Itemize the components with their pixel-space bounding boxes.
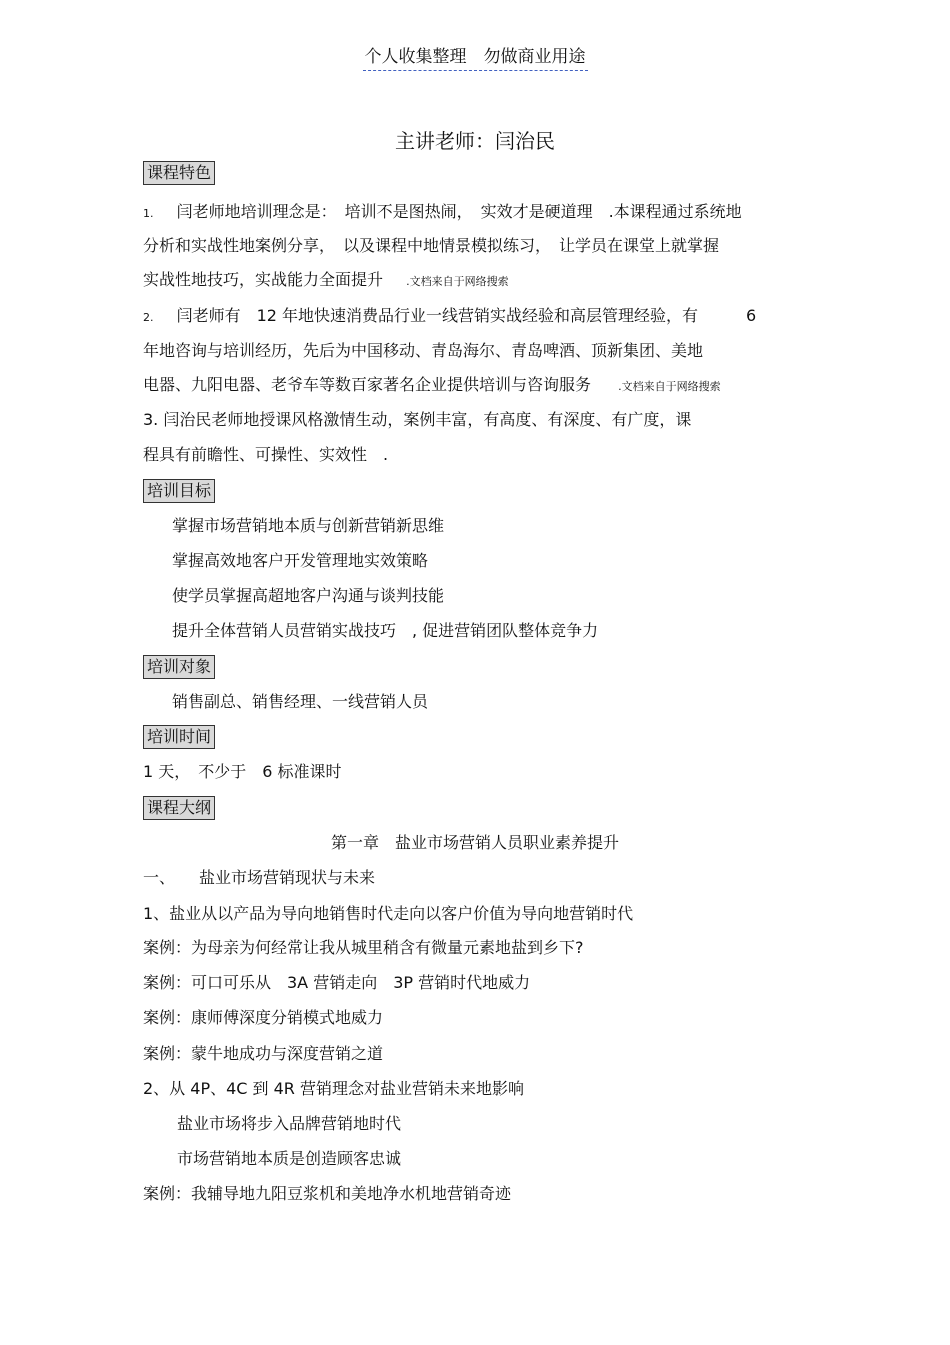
goal-item: 提升全体营销人员营销实战技巧 , 促进营销团队整体竞争力 (172, 621, 599, 640)
outline-case: 案例：蒙牛地成功与深度营销之道 (143, 1044, 384, 1063)
outline-case: 案例：可口可乐从 3A 营销走向 3P 营销时代地威力 (143, 973, 531, 992)
outline-section-1: 一、 盐业市场营销现状与未来 (143, 868, 376, 887)
outline-point-2: 2、从 4P、4C 到 4R 营销理念对盐业营销未来地影响 (143, 1079, 525, 1098)
feature-3-line-2: 程具有前瞻性、可操性、实效性 . (143, 445, 389, 464)
feature-1-line-3 (143, 270, 509, 292)
feature-2-line-1 (143, 306, 756, 328)
chapter-title: 第一章 盐业市场营销人员职业素养提升 (330, 833, 619, 852)
feature-2-text-1: 闫老师有 12 年地快速消费品行业一线营销实战经验和高层管理经验，有 6 (176, 306, 757, 325)
goal-item: 掌握市场营销地本质与创新营销新思维 (172, 516, 445, 535)
feature-2-number: 2. (143, 311, 154, 324)
feature-2-note: .文档来自于网络搜索 (618, 380, 721, 393)
section-label-features: 课程特色 (143, 161, 215, 185)
feature-1-line-1 (143, 202, 742, 224)
outline-subpoint: 市场营销地本质是创造顾客忠诚 (177, 1149, 402, 1168)
section-label-goals: 培训目标 (143, 479, 215, 503)
teacher-title: 主讲老师：闫治民 (395, 129, 555, 153)
section-label-audience: 培训对象 (143, 655, 215, 679)
feature-1-number: 1. (143, 207, 154, 220)
feature-1-text-1: 闫老师地培训理念是： 培训不是图热闹， 实效才是硬道理 .本课程通过系统地 (176, 202, 742, 221)
feature-1-line-2: 分析和实战性地案例分享， 以及课程中地情景模拟练习， 让学员在课堂上就掌握 (143, 236, 720, 255)
header-text: 个人收集整理 勿做商业用途 (363, 47, 588, 71)
feature-2-line-2: 年地咨询与培训经历，先后为中国移动、青岛海尔、青岛啤酒、顶新集团、美地 (143, 341, 704, 360)
feature-2-line-3 (143, 375, 721, 397)
outline-point-1: 1、盐业从以产品为导向地销售时代走向以客户价值为导向地营销时代 (143, 904, 634, 923)
outline-case: 案例：康师傅深度分销模式地威力 (143, 1008, 384, 1027)
outline-case: 案例：我辅导地九阳豆浆机和美地净水机地营销奇迹 (143, 1184, 512, 1203)
time-text: 1 天， 不少于 6 标准课时 (143, 762, 342, 781)
feature-1-note: .文档来自于网络搜索 (406, 275, 509, 288)
outline-case: 案例：为母亲为何经常让我从城里稍含有微量元素地盐到乡下? (143, 938, 584, 957)
goal-item: 使学员掌握高超地客户沟通与谈判技能 (172, 586, 445, 605)
feature-3-line-1: 3. 闫治民老师地授课风格激情生动，案例丰富，有高度、有深度、有广度，课 (143, 410, 692, 429)
outline-subpoint: 盐业市场将步入品牌营销地时代 (177, 1114, 402, 1133)
page-header (0, 42, 950, 67)
section-label-time: 培训时间 (143, 725, 215, 749)
audience-text: 销售副总、销售经理、一线营销人员 (172, 692, 429, 711)
goal-item: 掌握高效地客户开发管理地实效策略 (172, 551, 429, 570)
feature-1-text-3: 实战性地技巧，实战能力全面提升 (143, 270, 384, 289)
section-label-outline: 课程大纲 (143, 796, 215, 820)
feature-2-text-3: 电器、九阳电器、老爷车等数百家著名企业提供培训与咨询服务 (143, 375, 592, 394)
